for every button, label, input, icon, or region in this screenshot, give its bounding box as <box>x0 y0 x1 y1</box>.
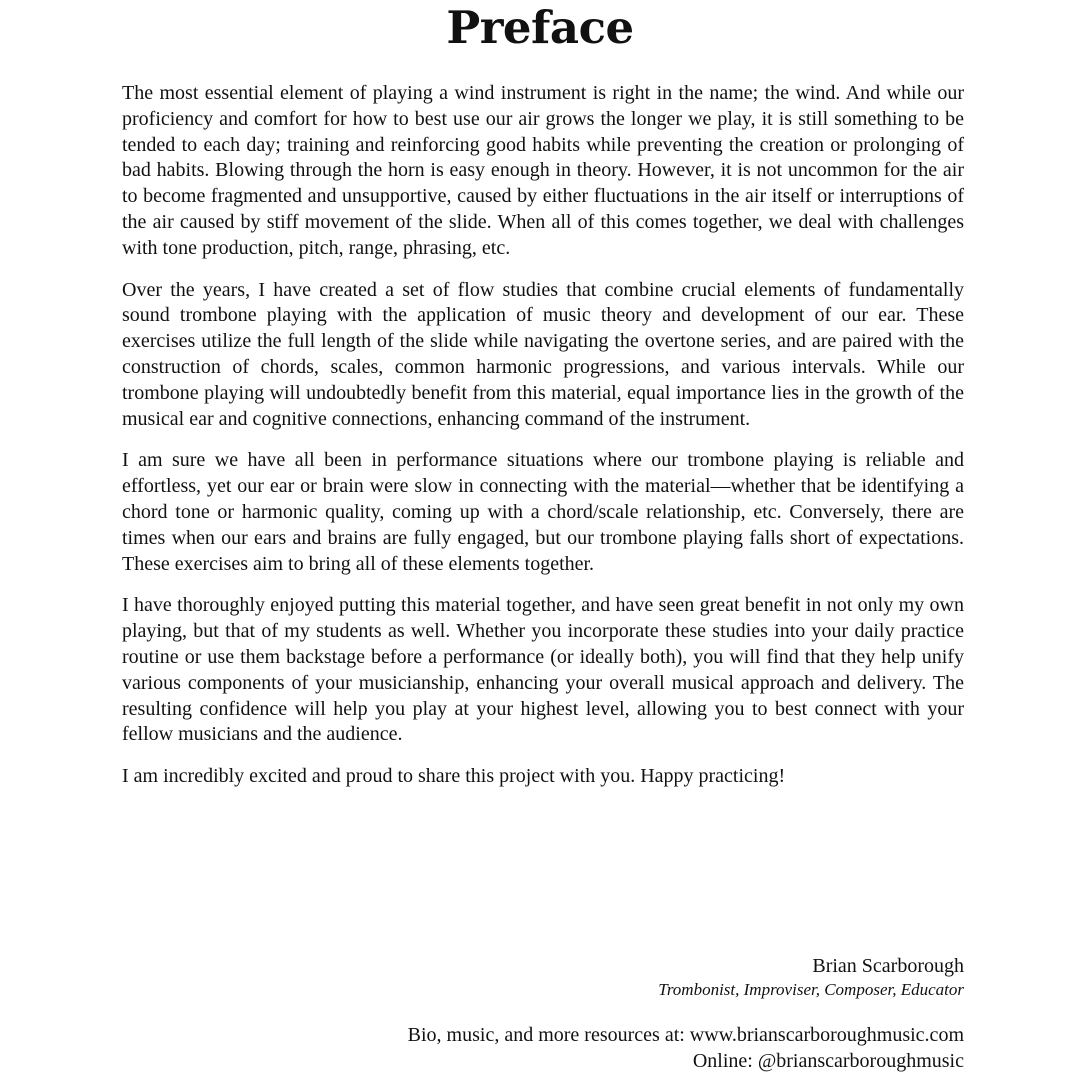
footer-block <box>408 1022 964 1074</box>
paragraph-5: I am incredibly excited and proud to share this project with you. Happy practicing! <box>122 765 786 788</box>
bio-resources-line: Bio, music, and more resources at: www.brianscarboroughmusic.com <box>407 1024 964 1046</box>
preface-body <box>122 81 964 806</box>
paragraph-4: I have thoroughly enjoyed putting this material together, and have seen great benefit in not only my own playing, but that of my students as well. Whether you incorporate these studies into your daily practice routine or use them backstage before a performance (or ideally both), you will find that they help unify various components of your musicianship, enhancing your overall musical approach and delivery. The resulting confidence will help you play at your highest level, allowing you to best connect with your fellow musicians and the audience. <box>122 594 964 746</box>
signature-block <box>658 953 964 1001</box>
author-name: Brian Scarborough <box>812 955 964 977</box>
paragraph-1: The most essential element of playing a wind instrument is right in the name; the wind. And while our proficiency and comfort for how to best use our air grows the longer we play, it is still something to be tended to each day; training and reinforcing good habits while preventing the creation or prolonging of bad habits. Blowing through the horn is easy enough in theory. However, it is not uncommon for the air to become fragmented and unsupportive, caused by either fluctuations in the air itself or interruptions of the air caused by stiff movement of the slide. When all of this comes together, we deal with challenges with tone production, pitch, range, phrasing, etc. <box>122 82 964 259</box>
author-role: Trombonist, Improviser, Composer, Educator <box>658 980 964 999</box>
online-handle-line: Online: @brianscarboroughmusic <box>692 1050 964 1072</box>
paragraph-3: I am sure we have all been in performance situations where our trombone playing is reliable and effortless, yet our ear or brain were slow in connecting with the material—whether that be identifying a chord tone or harmonic quality, coming up with a chord/scale relationship, etc. Conversely, there are times when our ears and brains are fully engaged, but our trombone playing falls short of expectations. These exercises aim to bring all of these elements together. <box>122 449 964 575</box>
paragraph-2: Over the years, I have created a set of flow studies that combine crucial elements of fundamentally sound trombone playing with the application of music theory and development of our ear. These exercises utilize the full length of the slide while navigating the overtone series, and are paired with the construction of chords, scales, common harmonic progressions, and various intervals. While our trombone playing will undoubtedly benefit from this material, equal importance lies in the growth of the musical ear and cognitive connections, enhancing command of the instrument. <box>122 278 964 430</box>
page-title: Preface <box>446 1 634 54</box>
